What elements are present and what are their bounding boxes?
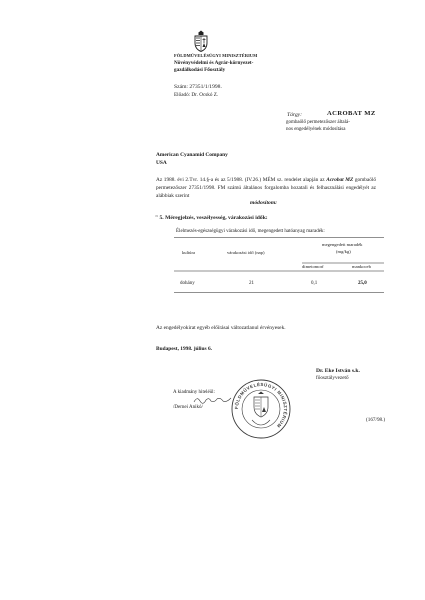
- col-header-residue: megengedett maradék: [322, 242, 363, 247]
- cell-culture: dohány: [180, 281, 195, 286]
- signatory-title: főosztályvezető: [316, 375, 349, 381]
- addressee: [156, 152, 228, 167]
- copy-attestation-name: /Dernei Anikó/: [173, 405, 203, 410]
- subject-desc-line-1: gombaölő permetezőszer általá-: [286, 120, 350, 125]
- closing-statement: Az engedélyokirat egyéb előírásai változatlanul érvényesek.: [156, 325, 286, 331]
- cell-dimethomorph: 0,1: [311, 281, 318, 286]
- reference-number: Szám: 27351/1/1998.: [174, 84, 222, 90]
- signatory-name: Dr. Eke István s.k.: [316, 368, 360, 374]
- paragraph-text-b: gombaölő permetezőszer 27351/1998. FM számú általános forgalomba hozatali és felhasználási engedélyét az alábbiak szerint: [156, 177, 377, 199]
- department-name: [174, 60, 253, 73]
- subject-desc-line-2: nos engedélyének módosítása: [286, 127, 346, 132]
- addressee-company: American Cyanamid Company: [156, 152, 228, 158]
- subject-title: ACROBAT MZ: [327, 110, 376, 117]
- department-line-1: Növényvédelmi és Agrár-környezet-: [174, 60, 254, 66]
- body-paragraph: [156, 176, 376, 200]
- cell-waiting-time: 21: [249, 281, 254, 286]
- subject-label: Tárgy:: [287, 112, 303, 118]
- col-header-residue-unit: (mg/kg): [336, 249, 351, 254]
- col-header-culture: kultúra: [182, 250, 196, 255]
- product-name: Acrobat MZ: [326, 177, 354, 183]
- department-line-2: gazdálkodási Főosztály: [174, 66, 226, 73]
- handwritten-signature: [193, 395, 233, 405]
- stamp-text: FÖLDMŰVELÉSÜGYI MINISZTÉRIUM: [233, 381, 289, 429]
- copy-attestation-label: A kiadmány hiteléül:: [173, 390, 215, 395]
- sub-header-dimethomorph: dimetomorf: [302, 264, 324, 269]
- handler: Előadó: Dr. Ocskó Z.: [174, 92, 219, 98]
- subject-description: [286, 119, 386, 133]
- waiting-time-table: [174, 237, 384, 293]
- ministry-name: FÖLDMŰVELÉSÜGYI MINISZTÉRIUM: [174, 53, 258, 58]
- col-header-waiting-time: várakozási idő (nap): [227, 250, 265, 255]
- document-number: (167/98.): [366, 417, 386, 423]
- official-stamp: [230, 378, 292, 440]
- hungarian-coat-of-arms-icon: [193, 30, 209, 52]
- section-heading: " 5. Méregjelzés, veszélyesség, várakozási idők:: [155, 215, 268, 221]
- modifies-statement: módosítom:: [250, 200, 278, 206]
- sub-header-mancozeb: mankoceb: [352, 264, 371, 269]
- table-intro: Élelmezés-egészségügyi várakozási idő, megengedett hatóanyag maradék:: [176, 229, 325, 234]
- cell-mancozeb: 25,0: [358, 281, 367, 286]
- date-line: Budapest, 1998. július 6.: [156, 346, 213, 352]
- paragraph-text-a: Az 1988. évi 2.Tvr. 14.§-a és az 5/1988. (IV.26.) MÉM sz. rendelet alapján az: [156, 177, 325, 183]
- addressee-country: USA: [156, 159, 167, 166]
